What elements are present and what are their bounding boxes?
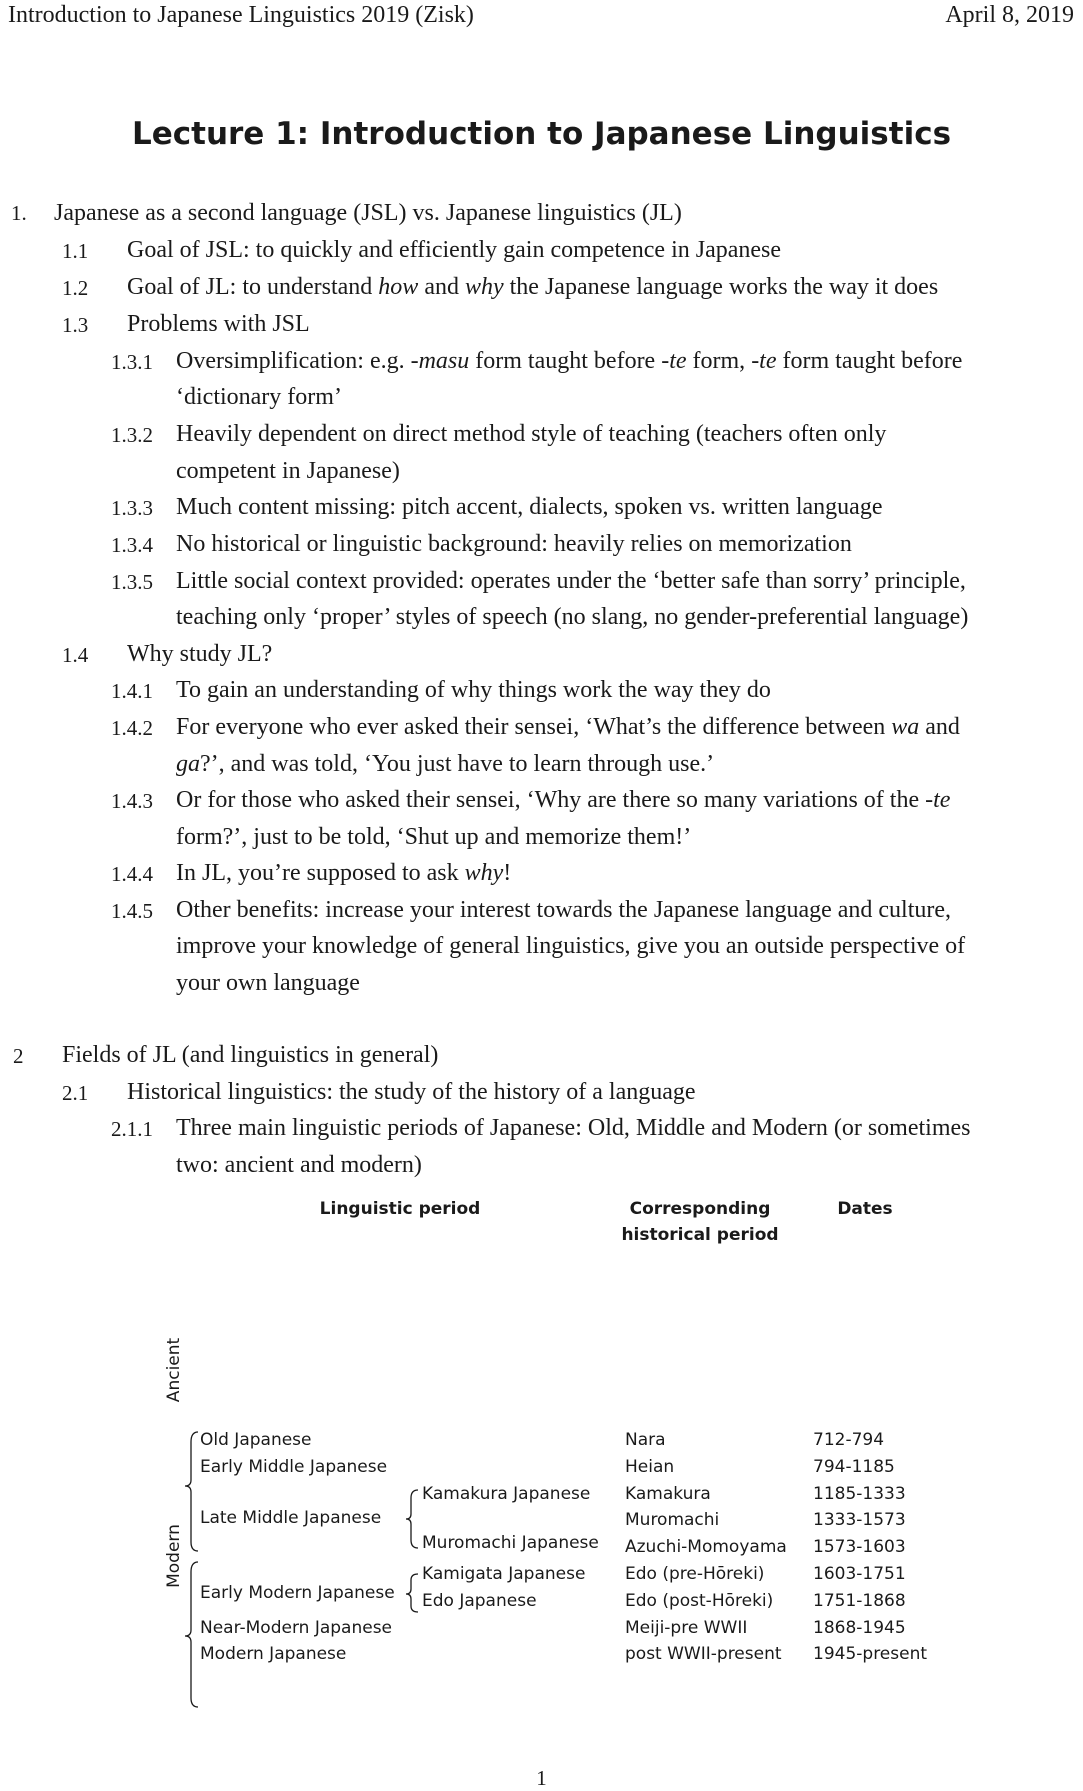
- item-text: Heavily dependent on direct method style of teaching (teachers often only: [176, 421, 887, 447]
- dates-cell: 1751-1868: [813, 1591, 906, 1611]
- item-text: No historical or linguistic background: heavily relies on memorization: [176, 531, 852, 557]
- item-text: To gain an understanding of why things work the way they do: [176, 677, 771, 703]
- dates-cell: 1868-1945: [813, 1618, 906, 1638]
- group-label-modern: Modern: [164, 1524, 184, 1588]
- historical-period-cell: Muromachi: [625, 1510, 720, 1530]
- running-header-date: April 8, 2019: [945, 2, 1074, 28]
- dates-cell: 1945-present: [813, 1644, 928, 1664]
- running-header-course: Introduction to Japanese Linguistics 2019 (Zisk): [8, 2, 474, 28]
- historical-period-cell: Kamakura: [625, 1484, 711, 1504]
- item-text-continued: two: ancient and modern): [176, 1152, 422, 1178]
- section-number: 1.: [11, 201, 27, 225]
- item-text: In JL, you’re supposed to ask why!: [176, 860, 512, 886]
- item-number: 1.4.3: [111, 789, 153, 813]
- period-kamakura-japanese: Kamakura Japanese: [422, 1484, 591, 1504]
- item-number: 1.4.4: [111, 862, 153, 886]
- historical-period-cell: Heian: [625, 1457, 675, 1477]
- subsection-number: 1.3: [62, 313, 89, 337]
- item-number: 1.4.2: [111, 716, 153, 740]
- period-early-modern-japanese: Early Modern Japanese: [200, 1583, 395, 1603]
- item-number: 1.4.1: [111, 679, 153, 703]
- item-text-continued: form?’, just to be told, ‘Shut up and memorize them!’: [176, 824, 692, 850]
- item-text-continued: ‘dictionary form’: [176, 384, 342, 410]
- item-text-continued: competent in Japanese): [176, 458, 400, 484]
- historical-period-cell: Meiji-pre WWII: [625, 1618, 748, 1638]
- item-text: Oversimplification: e.g. -masu form taught before -te form, -te form taught before: [176, 348, 963, 374]
- item-text: Much content missing: pitch accent, dialects, spoken vs. written language: [176, 494, 883, 520]
- item-text-continued: teaching only ‘proper’ styles of speech (no slang, no gender-preferential language): [176, 604, 969, 630]
- item-number: 1.3.4: [111, 533, 153, 557]
- table-header-linguistic-period: Linguistic period: [319, 1199, 481, 1219]
- brace-late-middle: [406, 1490, 418, 1548]
- item-number: 1.4.5: [111, 899, 153, 923]
- historical-period-cell: Edo (post-Hōreki): [625, 1591, 774, 1611]
- historical-period-cell: Nara: [625, 1430, 666, 1450]
- dates-cell: 794-1185: [813, 1457, 895, 1477]
- item-text: For everyone who ever asked their sensei, ‘What’s the difference between wa and: [176, 714, 960, 740]
- item-number: 1.3.2: [111, 423, 153, 447]
- period-old-japanese: Old Japanese: [200, 1430, 312, 1450]
- table-header-historical-period: Corresponding historical period: [621, 1199, 779, 1245]
- item-text-continued: improve your knowledge of general linguistics, give you an outside perspective of: [176, 933, 966, 959]
- item-number: 2.1.1: [111, 1117, 153, 1141]
- item-number: 1.3.3: [111, 496, 153, 520]
- brace-modern-outer: [185, 1562, 198, 1707]
- section-number: 2: [13, 1044, 24, 1068]
- historical-period-cell: post WWII-present: [625, 1644, 782, 1664]
- dates-cell: 712-794: [813, 1430, 885, 1450]
- page-number: 1: [536, 1766, 547, 1790]
- item-text: Or for those who asked their sensei, ‘Why are there so many variations of the -te: [176, 787, 951, 813]
- period-edo-japanese: Edo Japanese: [422, 1591, 537, 1611]
- item-text: Other benefits: increase your interest towards the Japanese language and culture,: [176, 897, 952, 923]
- section-heading: Fields of JL (and linguistics in general): [62, 1042, 439, 1068]
- dates-cell: 1185-1333: [813, 1484, 906, 1504]
- historical-period-cell: Azuchi-Momoyama: [625, 1537, 787, 1557]
- subsection-number: 1.4: [62, 643, 89, 667]
- subsection-number: 2.1: [62, 1081, 89, 1105]
- item-text: Little social context provided: operates under the ‘better safe than sorry’ principle,: [176, 568, 966, 594]
- subsection-number: 1.1: [62, 239, 89, 263]
- brace-ancient-outer: [185, 1432, 198, 1551]
- historical-period-cell: Edo (pre-Hōreki): [625, 1564, 765, 1584]
- subsection-number: 1.2: [62, 276, 89, 300]
- item-number: 1.3.1: [111, 350, 153, 374]
- period-late-middle-japanese: Late Middle Japanese: [200, 1508, 382, 1528]
- table-header-dates: Dates: [837, 1199, 893, 1219]
- subsection-text: Goal of JL: to understand how and why the Japanese language works the way it does: [127, 274, 939, 300]
- period-kamigata-japanese: Kamigata Japanese: [422, 1564, 586, 1584]
- item-number: 1.3.5: [111, 570, 153, 594]
- group-label-ancient: Ancient: [164, 1337, 184, 1403]
- period-muromachi-japanese: Muromachi Japanese: [422, 1533, 599, 1553]
- period-early-middle-japanese: Early Middle Japanese: [200, 1457, 388, 1477]
- subsection-text: Problems with JSL: [127, 311, 310, 337]
- brace-early-modern: [406, 1574, 418, 1612]
- subsection-text: Historical linguistics: the study of the history of a language: [127, 1079, 696, 1105]
- period-near-modern-japanese: Near-Modern Japanese: [200, 1618, 393, 1638]
- item-text: Three main linguistic periods of Japanese: Old, Middle and Modern (or sometimes: [176, 1115, 971, 1141]
- subsection-text: Why study JL?: [127, 641, 273, 667]
- subsection-text: Goal of JSL: to quickly and efficiently gain competence in Japanese: [127, 237, 782, 263]
- dates-cell: 1603-1751: [813, 1564, 906, 1584]
- period-modern-japanese: Modern Japanese: [200, 1644, 347, 1664]
- section-heading: Japanese as a second language (JSL) vs. Japanese linguistics (JL): [54, 200, 682, 226]
- dates-cell: 1333-1573: [813, 1510, 906, 1530]
- page-title: Lecture 1: Introduction to Japanese Linguistics: [131, 116, 952, 152]
- item-text-continued: your own language: [176, 970, 360, 996]
- item-text-continued: ga?’, and was told, ‘You just have to learn through use.’: [176, 751, 715, 777]
- dates-cell: 1573-1603: [813, 1537, 906, 1557]
